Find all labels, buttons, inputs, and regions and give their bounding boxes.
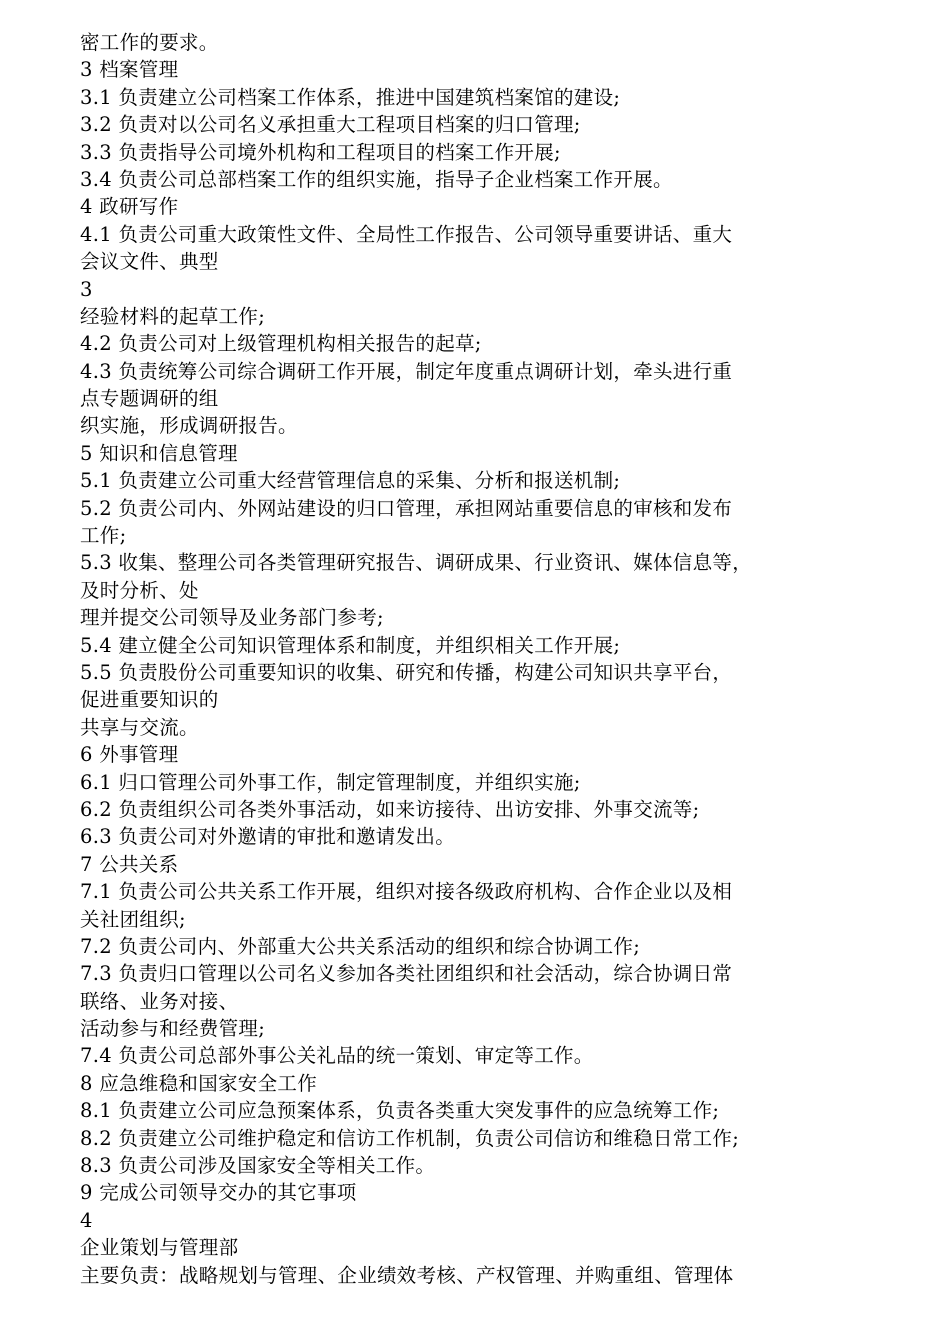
text-line: 5.5 负责股份公司重要知识的收集、研究和传播，构建公司知识共享平台， [80,660,733,684]
text-line: 6.2 负责组织公司各类外事活动，如来访接待、出访安排、外事交流等; [80,797,700,821]
text-line: 3.4 负责公司总部档案工作的组织实施，指导子企业档案工作开展。 [80,167,673,191]
text-line: 企业策划与管理部 [80,1236,239,1260]
text-line: 密工作的要求。 [80,31,219,54]
text-line: 4 政研写作 [80,195,179,219]
text-line: 5.3 收集、整理公司各类管理研究报告、调研成果、行业资讯、媒体信息等， [80,551,753,575]
text-line: 促进重要知识的 [80,688,219,712]
text-line: 6.1 归口管理公司外事工作，制定管理制度，并组织实施; [80,770,581,794]
text-line: 7.4 负责公司总部外事公关礼品的统一策划、审定等工作。 [80,1044,594,1068]
text-line: 8.2 负责建立公司维护稳定和信访工作机制，负责公司信访和维稳日常工作; [80,1126,740,1150]
text-line: 4.1 负责公司重大政策性文件、全局性工作报告、公司领导重要讲话、重大 [80,222,733,246]
text-line: 联络、业务对接、 [80,989,239,1013]
text-line: 5.4 建立健全公司知识管理体系和制度，并组织相关工作开展; [80,633,621,657]
text-line: 主要负责：战略规划与管理、企业绩效考核、产权管理、并购重组、管理体 [80,1263,734,1287]
text-line: 经验材料的起草工作; [80,304,266,328]
document-page [80,29,910,1289]
text-line: 共享与交流。 [80,715,199,739]
text-line: 4 [80,1208,93,1232]
text-line: 3 档案管理 [80,58,179,82]
text-line: 4.2 负责公司对上级管理机构相关报告的起草; [80,332,482,356]
text-line: 会议文件、典型 [80,250,219,274]
text-line: 5 知识和信息管理 [80,441,238,465]
text-line: 3 [80,277,93,301]
text-line: 3.1 负责建立公司档案工作体系，推进中国建筑档案馆的建设; [80,85,621,109]
text-line: 7.3 负责归口管理以公司名义参加各类社团组织和社会活动，综合协调日常 [80,962,733,986]
text-line: 8.3 负责公司涉及国家安全等相关工作。 [80,1154,436,1178]
text-line: 8 应急维稳和国家安全工作 [80,1071,318,1095]
text-line: 7 公共关系 [80,852,179,876]
text-line: 9 完成公司领导交办的其它事项 [80,1181,357,1205]
text-line: 8.1 负责建立公司应急预案体系，负责各类重大突发事件的应急统筹工作; [80,1099,720,1123]
text-line: 及时分析、处 [80,578,199,602]
text-line: 活动参与和经费管理; [80,1017,266,1041]
text-line: 3.3 负责指导公司境外机构和工程项目的档案工作开展; [80,140,561,164]
text-line: 5.2 负责公司内、外网站建设的归口管理，承担网站重要信息的审核和发布 [80,496,733,520]
text-line: 点专题调研的组 [80,387,219,411]
text-line: 6.3 负责公司对外邀请的审批和邀请发出。 [80,825,456,849]
text-line: 理并提交公司领导及业务部门参考; [80,606,384,630]
text-line: 5.1 负责建立公司重大经营管理信息的采集、分析和报送机制; [80,469,621,493]
text-line: 织实施，形成调研报告。 [80,414,298,438]
text-line: 7.2 负责公司内、外部重大公共关系活动的组织和综合协调工作; [80,934,641,958]
text-line: 6 外事管理 [80,743,179,767]
text-line: 3.2 负责对以公司名义承担重大工程项目档案的归口管理; [80,113,581,137]
text-line: 4.3 负责统筹公司综合调研工作开展，制定年度重点调研计划，牵头进行重 [80,359,733,383]
text-line: 7.1 负责公司公共关系工作开展，组织对接各级政府机构、合作企业以及相 [80,880,733,904]
text-line: 关社团组织; [80,907,186,931]
text-line: 工作; [80,524,127,548]
